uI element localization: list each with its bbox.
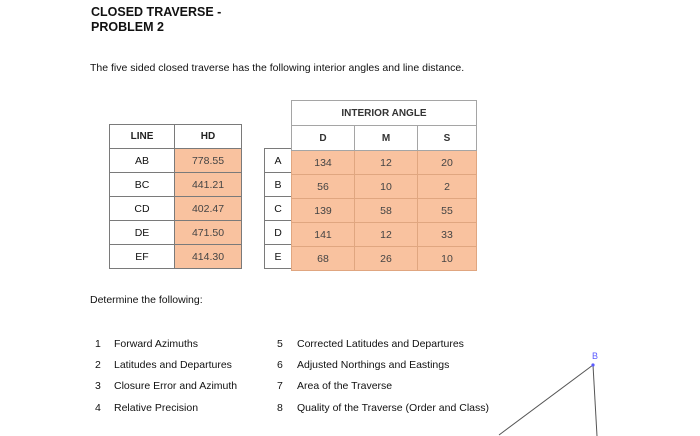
seconds-cell: 10 [418,247,477,271]
task-number: 4 [95,401,101,414]
line-cell: BC [110,173,175,197]
point-b-marker [591,363,594,366]
hd-cell: 471.50 [175,221,242,245]
seconds-cell: 2 [418,175,477,199]
title-line-2: PROBLEM 2 [91,20,164,34]
list-item [95,376,237,397]
header-hd: HD [175,125,242,149]
task-text: Corrected Latitudes and Departures [297,337,464,350]
hd-cell: 441.21 [175,173,242,197]
table-row [292,151,477,175]
traverse-line-bc [593,365,597,436]
table-row [292,175,477,199]
seconds-cell: 20 [418,151,477,175]
seconds-cell: 55 [418,199,477,223]
minutes-cell: 58 [355,199,418,223]
station-cell: D [265,221,292,245]
minutes-cell: 26 [355,247,418,271]
line-cell: CD [110,197,175,221]
header-seconds: S [418,126,477,151]
determine-heading: Determine the following: [90,294,203,306]
task-number: 3 [95,380,101,393]
point-b-label: B [592,351,599,361]
degrees-cell: 56 [292,175,355,199]
task-list-left [95,333,237,418]
hd-cell: 402.47 [175,197,242,221]
task-text: Adjusted Northings and Eastings [297,358,450,371]
list-item [95,333,237,354]
station-table [264,148,292,269]
hd-cell: 778.55 [175,149,242,173]
station-cell: A [265,149,292,173]
table-row [110,197,242,221]
table-row [110,221,242,245]
station-cell: B [265,173,292,197]
list-item [277,397,489,418]
table-row [292,247,477,271]
traverse-line-ab [499,365,593,435]
table-header-row [110,125,242,149]
list-item [277,354,489,375]
table-row [110,245,242,269]
list-item [95,354,237,375]
list-item [95,397,237,418]
task-text: Forward Azimuths [114,337,199,350]
list-item [277,376,489,397]
minutes-cell: 10 [355,175,418,199]
minutes-cell: 12 [355,151,418,175]
task-text: Quality of the Traverse (Order and Class) [297,401,489,414]
task-text: Relative Precision [114,401,199,414]
title-line-1: CLOSED TRAVERSE - [91,5,222,19]
task-list-right [277,333,489,418]
degrees-cell: 139 [292,199,355,223]
line-cell: AB [110,149,175,173]
task-number: 7 [277,380,283,393]
list-item [277,333,489,354]
task-text: Latitudes and Departures [114,358,232,371]
table-row [110,149,242,173]
task-number: 8 [277,401,283,414]
table-row [292,223,477,247]
degrees-cell: 68 [292,247,355,271]
station-cell: E [265,245,292,269]
task-number: 6 [277,358,283,371]
line-cell: EF [110,245,175,269]
page-title [91,5,221,35]
interior-angle-table [291,100,477,271]
line-cell: DE [110,221,175,245]
minutes-cell: 12 [355,223,418,247]
header-minutes: M [355,126,418,151]
header-degrees: D [292,126,355,151]
task-number: 5 [277,337,283,350]
table-row [110,173,242,197]
interior-angle-title: INTERIOR ANGLE [292,101,477,126]
task-text: Area of the Traverse [297,380,393,393]
station-cell: C [265,197,292,221]
table-row [292,199,477,223]
seconds-cell: 33 [418,223,477,247]
traverse-sketch [495,345,700,436]
hd-cell: 414.30 [175,245,242,269]
task-number: 2 [95,358,101,371]
degrees-cell: 141 [292,223,355,247]
header-line: LINE [110,125,175,149]
intro-text: The five sided closed traverse has the following interior angles and line distance. [90,62,465,74]
degrees-cell: 134 [292,151,355,175]
task-text: Closure Error and Azimuth [114,380,238,393]
task-number: 1 [95,337,101,350]
line-distance-table [109,124,242,269]
